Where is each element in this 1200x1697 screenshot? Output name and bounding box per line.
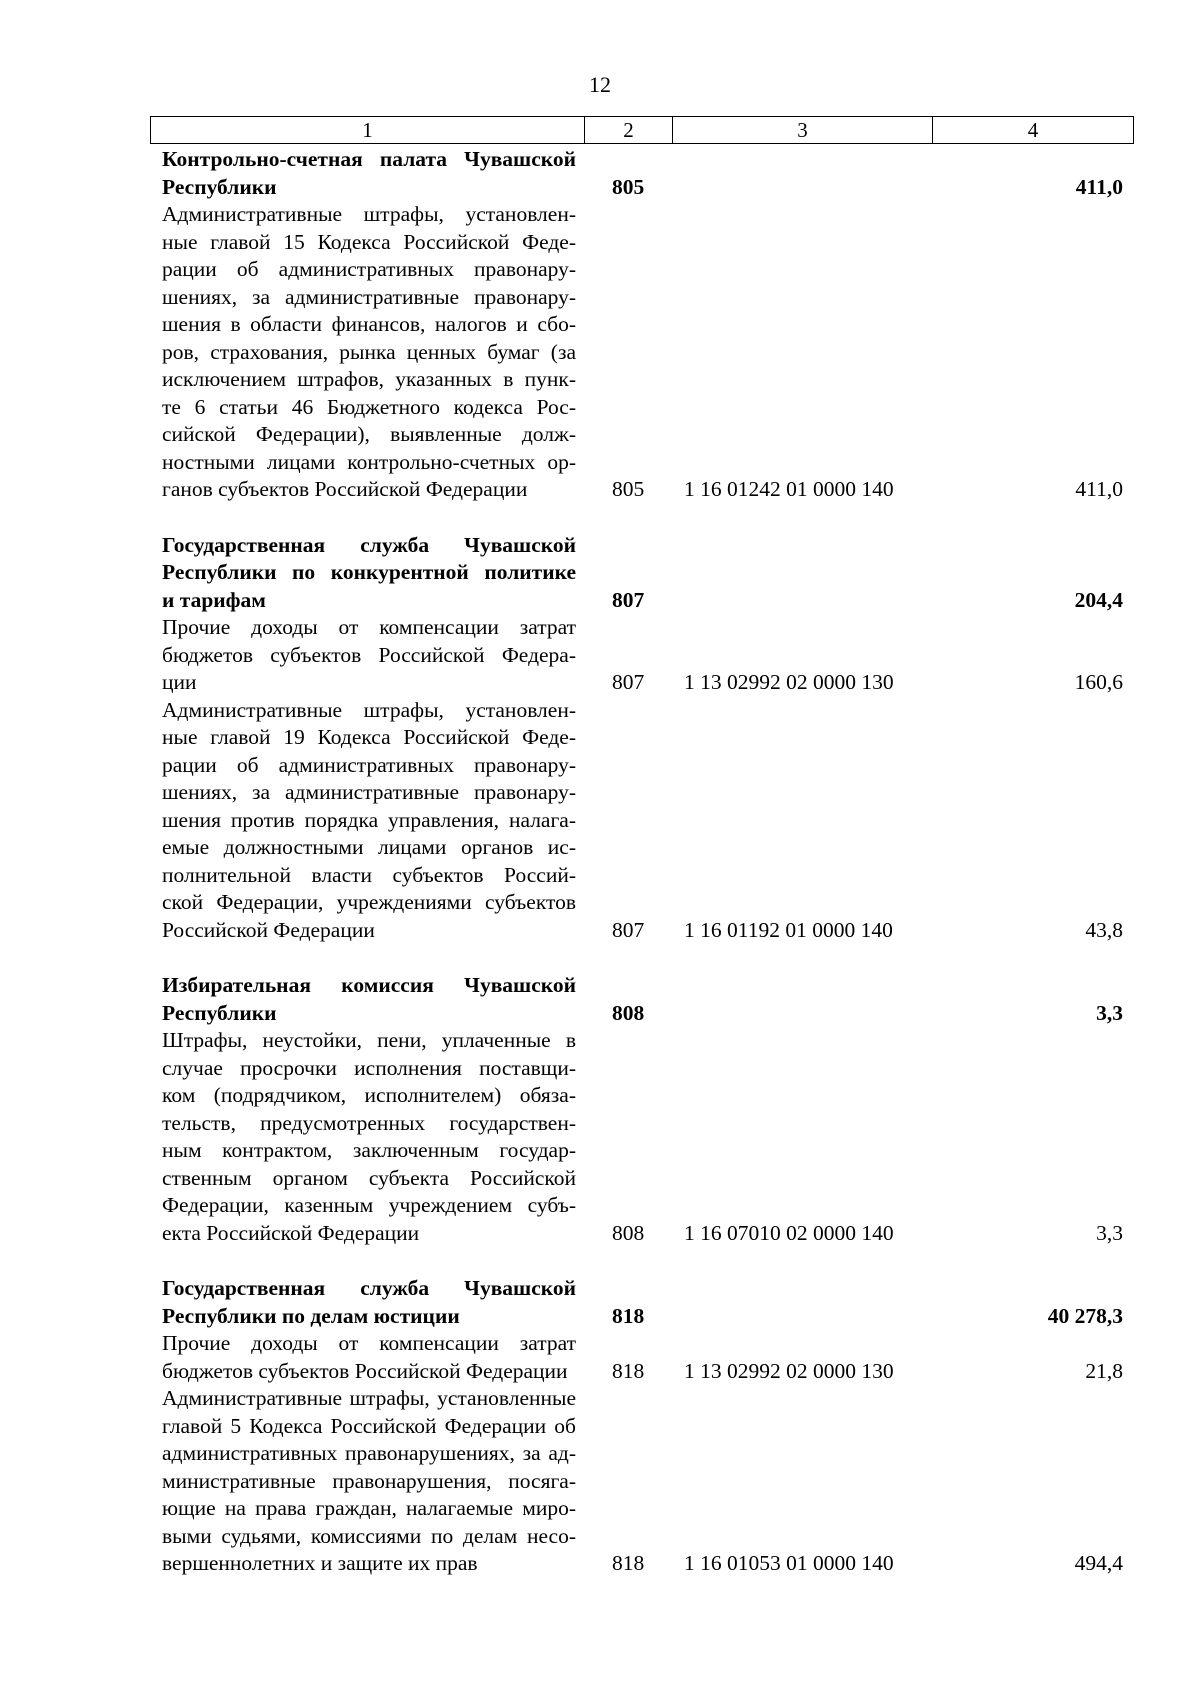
item-description-line: главой 5 Кодекса Российской Федерации об [162, 1413, 576, 1438]
section-admin-code: 808 [612, 1000, 645, 1025]
item-description-line: административных правонарушениях, за ад- [162, 1441, 576, 1465]
item-description-line: бюджетов субъектов Российской Федера- [162, 642, 576, 667]
section-title-line: Республики [162, 174, 277, 199]
section-title [150, 1275, 584, 1330]
item-admin-code: 818 [612, 1551, 645, 1575]
item-description-line: случае просрочки исполнения поставщи- [162, 1055, 576, 1080]
item-description-line: Российской Федерации [162, 917, 375, 942]
item-amount: 43,8 [1085, 917, 1123, 942]
section-header-row [150, 146, 1133, 201]
item-description-line: полнительной власти субъектов Россий- [162, 862, 576, 887]
section-title-line: Избирательная комиссия Чувашской [162, 973, 576, 997]
item-description-line: бюджетов субъектов Российской Федерации [162, 1358, 568, 1383]
item-description-line: министративные правонарушения, посяга- [162, 1468, 576, 1493]
item-kbk-code: 1 16 01192 01 0000 140 [684, 917, 893, 942]
section-title-line: Республики по делам юстиции [162, 1303, 460, 1328]
item-description-line: емые должностными лицами органов ис- [162, 835, 576, 859]
item-description [150, 697, 584, 945]
item-description-line: рации об административных правонару- [162, 257, 576, 281]
section-total: 204,4 [1074, 587, 1123, 612]
item-admin-code: 808 [612, 1220, 645, 1245]
item-description-line: Прочие доходы от компенсации затрат [162, 1331, 576, 1355]
item-description [150, 1385, 584, 1578]
item-description-line: вершеннолетних и защите их прав [162, 1551, 478, 1575]
section-title-line: Контрольно-счетная палата Чувашской [162, 147, 576, 171]
section-header-row [150, 972, 1133, 1027]
item-description-line: ров, страхования, рынка ценных бумаг (за [162, 339, 576, 364]
section-total: 411,0 [1075, 174, 1123, 199]
item-description-line: шениях, за административные правонару- [162, 284, 576, 309]
section-admin-code: 807 [612, 587, 645, 612]
table-row [150, 614, 1133, 697]
item-description [150, 1330, 584, 1385]
item-description-line: рации об административных правонару- [162, 752, 576, 777]
revenue-table [150, 146, 1133, 1578]
item-kbk-code: 1 16 07010 02 0000 140 [684, 1220, 894, 1245]
section-title-line: и тарифам [162, 587, 266, 612]
item-amount: 21,8 [1085, 1358, 1123, 1383]
item-description [150, 201, 584, 504]
item-description-line: те 6 статьи 46 Бюджетного кодекса Рос- [162, 394, 576, 419]
item-kbk-code: 1 16 01242 01 0000 140 [684, 477, 894, 501]
section-admin-code: 818 [612, 1303, 645, 1328]
section-title [150, 146, 584, 201]
table-row [150, 201, 1133, 504]
item-description-line: Прочие доходы от компенсации затрат [162, 615, 576, 639]
item-amount: 3,3 [1096, 1220, 1123, 1245]
item-admin-code: 807 [612, 670, 645, 694]
item-description-line: выми судьями, комиссиями по делам несо- [162, 1523, 576, 1548]
section-header-row [150, 1275, 1133, 1330]
section-header-row [150, 532, 1133, 615]
table-row [150, 1385, 1133, 1578]
section-spacer [150, 944, 1133, 972]
item-description-line: исключением штрафов, указанных в пунк- [162, 367, 576, 391]
column-header-2: 2 [585, 117, 673, 144]
item-description-line: ностными лицами контрольно-счетных ор- [162, 449, 576, 474]
column-header-4: 4 [933, 117, 1134, 144]
section-title-line: Государственная служба Чувашской [162, 1276, 576, 1300]
item-description-line: Административные штрафы, установленные [162, 1386, 576, 1410]
item-amount: 411,0 [1075, 477, 1123, 501]
item-description-line: ции [162, 670, 197, 694]
section-title [150, 972, 584, 1027]
table-row [150, 697, 1133, 945]
item-amount: 160,6 [1074, 670, 1123, 694]
item-description-line: шениях, за административные правонару- [162, 780, 576, 804]
item-kbk-code: 1 16 01053 01 0000 140 [684, 1551, 894, 1575]
item-kbk-code: 1 13 02992 02 0000 130 [684, 670, 894, 694]
item-description-line: Федерации, казенным учреждением субъ- [162, 1193, 576, 1217]
item-description-line: ные главой 19 Кодекса Российской Феде- [162, 725, 576, 749]
column-header-3: 3 [673, 117, 933, 144]
item-description-line: шения против порядка управления, налага- [162, 807, 576, 832]
table-row [150, 1027, 1133, 1247]
item-description-line: ные главой 15 Кодекса Российской Феде- [162, 229, 576, 254]
section-title-line: Республики по конкурентной политике [162, 560, 576, 584]
item-description-line: ком (подрядчиком, исполнителем) обяза- [162, 1083, 576, 1107]
section-title-line: Государственная служба Чувашской [162, 532, 576, 557]
page-number: 12 [589, 72, 611, 97]
section-title-line: Республики [162, 1000, 277, 1025]
column-header-1: 1 [151, 117, 585, 144]
item-description-line: шения в области финансов, налогов и сбо- [162, 312, 576, 336]
item-description-line: Административные штрафы, установлен- [162, 697, 576, 722]
item-description-line: ным контрактом, заключенным государ- [162, 1138, 576, 1162]
section-kbk-empty [672, 972, 932, 1027]
item-admin-code: 805 [612, 477, 645, 501]
section-total: 40 278,3 [1047, 1303, 1123, 1328]
item-admin-code: 807 [612, 917, 645, 942]
table-row [150, 1330, 1133, 1385]
section-kbk-empty [672, 532, 932, 615]
section-kbk-empty [672, 1275, 932, 1330]
item-description [150, 614, 584, 697]
item-description [150, 1027, 584, 1247]
section-total: 3,3 [1096, 1000, 1123, 1025]
item-amount: 494,4 [1074, 1551, 1123, 1575]
item-description-line: екта Российской Федерации [162, 1220, 420, 1245]
item-description-line: ственным органом субъекта Российской [162, 1165, 576, 1190]
section-kbk-empty [672, 146, 932, 201]
item-description-line: тельств, предусмотренных государствен- [162, 1110, 576, 1135]
item-description-line: ющие на права граждан, налагаемые миро- [162, 1496, 576, 1520]
item-description-line: ской Федерации, учреждениями субъектов [162, 890, 576, 914]
item-description-line: ганов субъектов Российской Федерации [162, 477, 528, 501]
item-admin-code: 818 [612, 1358, 645, 1383]
item-description-line: сийской Федерации), выявленные долж- [162, 422, 576, 446]
item-kbk-code: 1 13 02992 02 0000 130 [684, 1358, 894, 1383]
section-admin-code: 805 [612, 174, 645, 199]
item-description-line: Административные штрафы, установлен- [162, 202, 576, 226]
section-spacer [150, 1247, 1133, 1275]
section-spacer [150, 504, 1133, 532]
section-title [150, 532, 584, 615]
column-header-row [150, 116, 1134, 144]
item-description-line: Штрафы, неустойки, пени, уплаченные в [162, 1028, 576, 1052]
